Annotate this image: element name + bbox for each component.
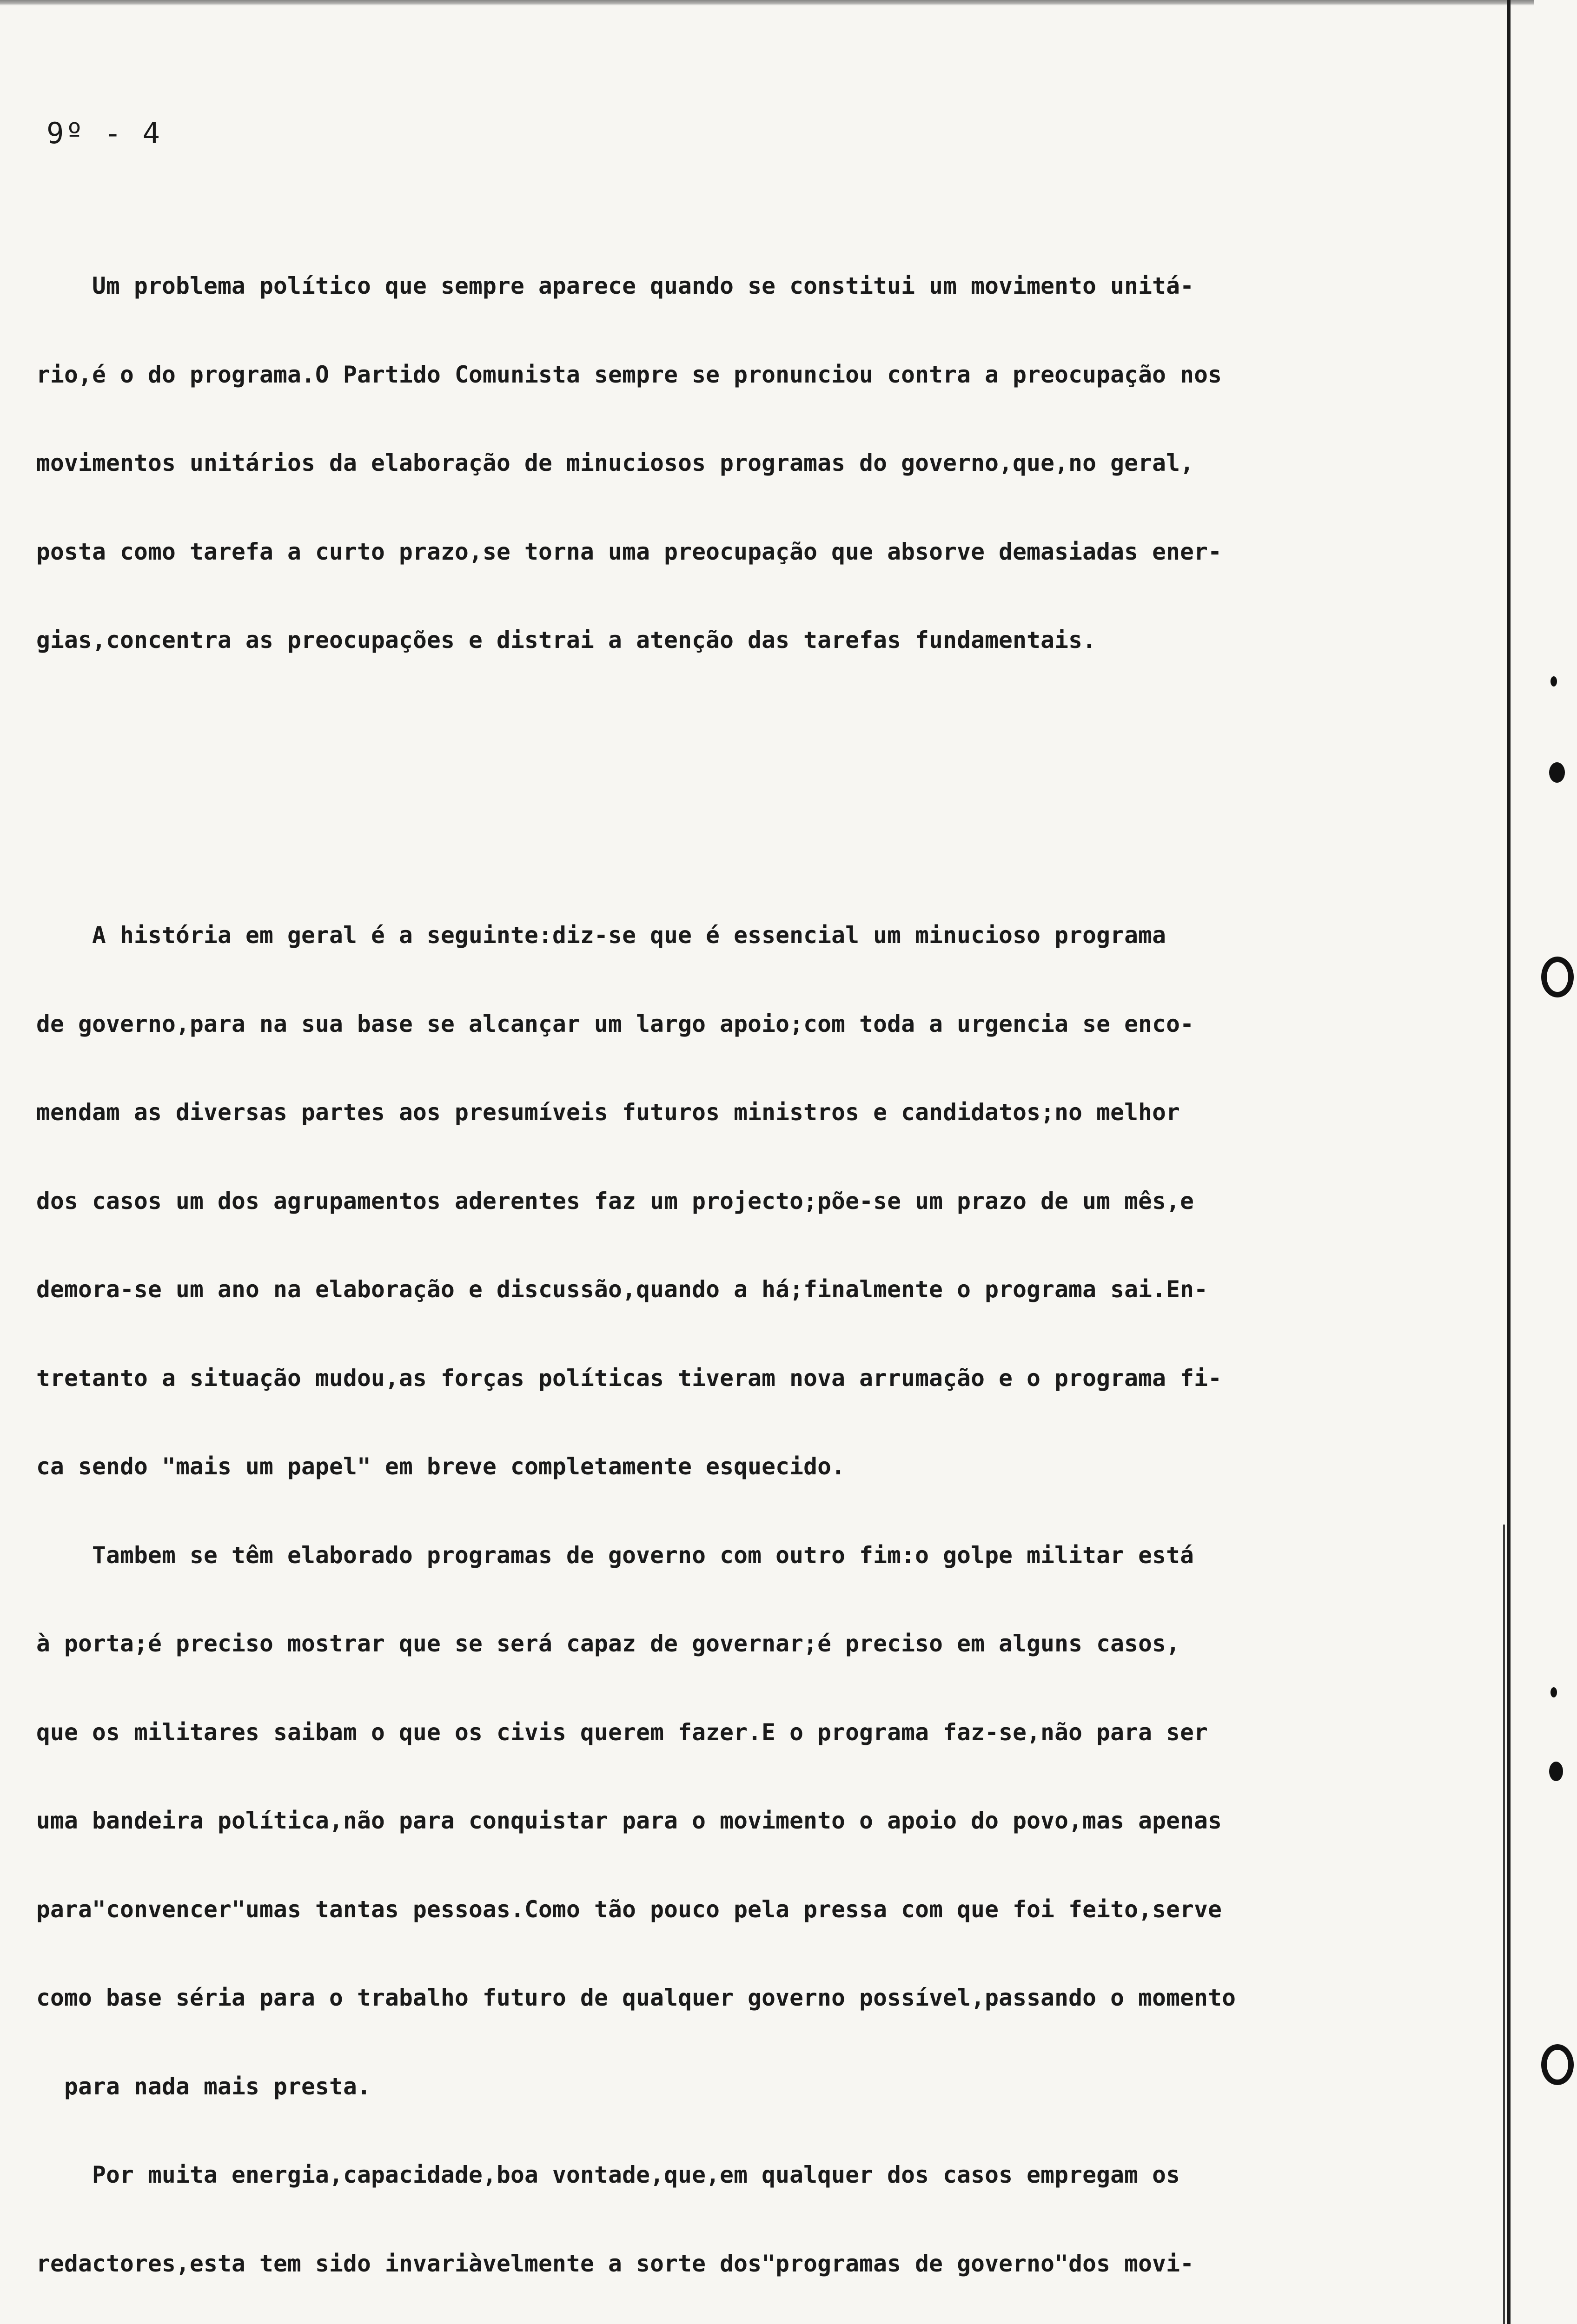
text-line: para nada mais presta.: [36, 2073, 371, 2100]
text-line: Por muita energia,capacidade,boa vontade,que,em qualquer dos casos empregam os: [36, 2161, 1180, 2188]
text-line: ca sendo "mais um papel" em breve completamente esquecido.: [36, 1453, 846, 1480]
page-number: 9º - 4: [46, 116, 162, 150]
text-line: tretanto a situação mudou,as forças políticas tiveram nova arrumação e o programa fi-: [36, 1364, 1222, 1392]
text-line: A história em geral é a seguinte:diz-se que é essencial um minucioso programa: [36, 922, 1166, 949]
ink-dot-icon: [1550, 676, 1557, 687]
text-line: de governo,para na sua base se alcançar um largo apoio;com toda a urgencia se enco-: [36, 1010, 1194, 1037]
paragraph-block: [36, 212, 1450, 714]
text-line: que os militares saibam o que os civis querem fazer.E o programa faz-se,não para ser: [36, 1718, 1208, 1746]
binding-rule: [1507, 0, 1511, 2324]
text-line: como base séria para o trabalho futuro de qualquer governo possível,passando o momento: [36, 1984, 1236, 2011]
ink-dot-icon: [1549, 1762, 1563, 1781]
text-line: à porta;é preciso mostrar que se será capaz de governar;é preciso em alguns casos,: [36, 1630, 1180, 1657]
text-line: redactores,esta tem sido invariàvelmente a sorte dos"programas de governo"dos movi-: [36, 2250, 1194, 2277]
punch-hole-icon: [1541, 2044, 1574, 2085]
text-line: posta como tarefa a curto prazo,se torna uma preocupação que absorve demasiadas ener-: [36, 538, 1222, 565]
ink-dot-icon: [1550, 1687, 1557, 1697]
text-line: Tambem se têm elaborado programas de governo com outro fim:o golpe militar está: [36, 1541, 1194, 1569]
paragraph-block: [36, 862, 1450, 2324]
text-line: dos casos um dos agrupamentos aderentes faz um projecto;põe-se um prazo de um mês,e: [36, 1187, 1194, 1215]
text-line: demora-se um ano na elaboração e discussão,quando a há;finalmente o programa sai.En-: [36, 1276, 1208, 1303]
body-text: [36, 153, 1450, 2324]
text-line: Um problema político que sempre aparece quando se constitui um movimento unitá-: [36, 272, 1194, 299]
text-line: mendam as diversas partes aos presumíveis futuros ministros e candidatos;no melhor: [36, 1099, 1180, 1126]
text-line: para"convencer"umas tantas pessoas.Como tão pouco pela pressa com que foi feito,serve: [36, 1895, 1222, 1923]
text-line: gias,concentra as preocupações e distrai a atenção das tarefas fundamentais.: [36, 627, 1097, 654]
punch-hole-icon: [1541, 957, 1574, 997]
text-line: uma bandeira política,não para conquistar para o movimento o apoio do povo,mas apenas: [36, 1807, 1222, 1834]
text-line: movimentos unitários da elaboração de minuciosos programas do governo,que,no geral,: [36, 449, 1194, 476]
scan-top-edge: [0, 0, 1534, 6]
text-line: rio,é o do programa.O Partido Comunista sempre se pronunciou contra a preocupação nos: [36, 361, 1222, 388]
binding-rule-inner: [1503, 1525, 1505, 2324]
ink-dot-icon: [1549, 762, 1565, 783]
